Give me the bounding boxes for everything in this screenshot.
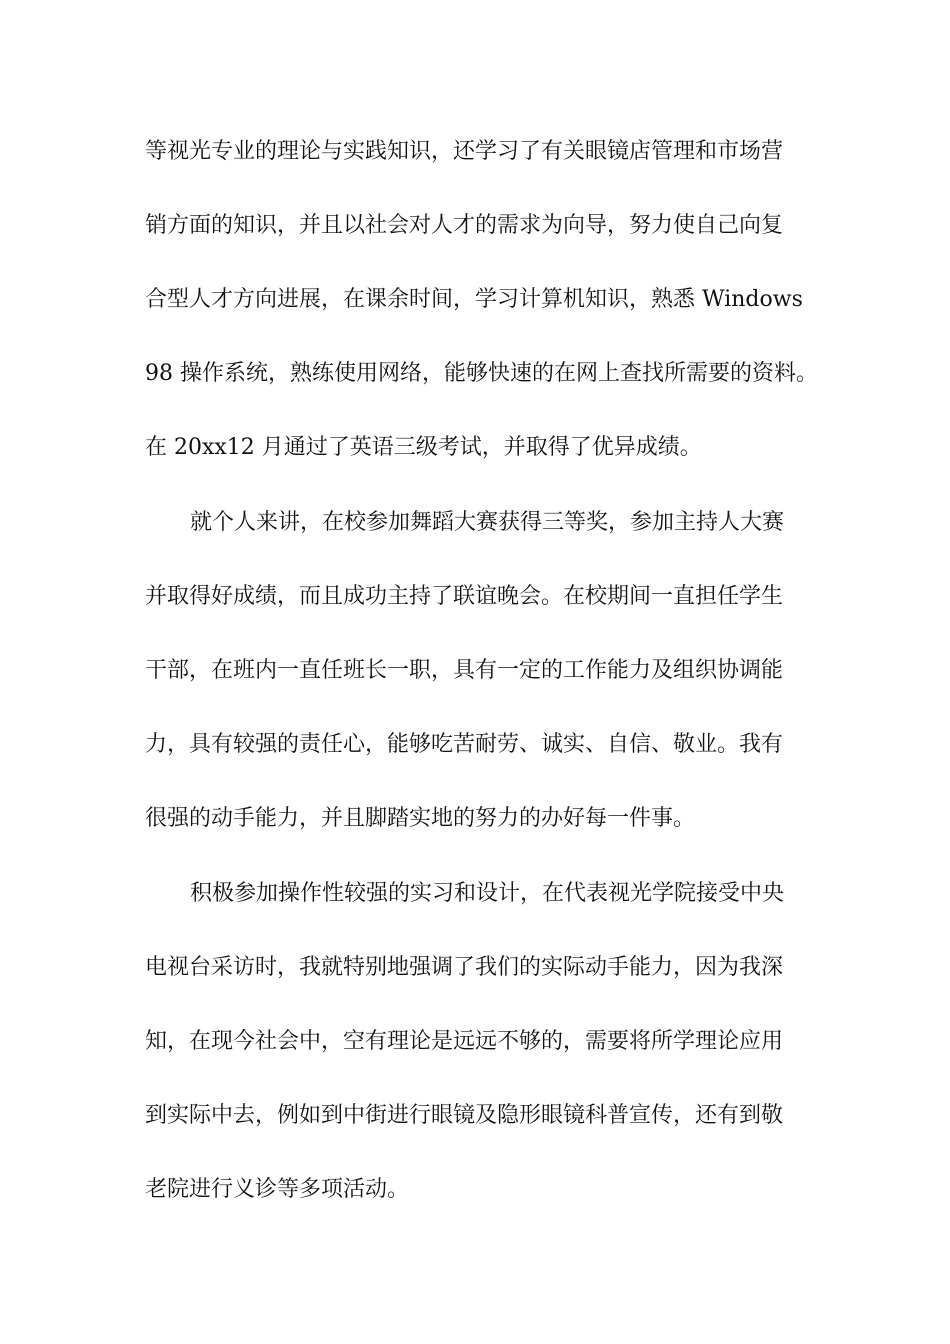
paragraph-first-line: 积极参加操作性较强的实习和设计，在代表视光学院接受中央 [190,881,785,906]
text-line: 电视台采访时，我就特别地强调了我们的实际动手能力，因为我深 [145,955,784,980]
text-line: 等视光专业的理论与实践知识，还学习了有关眼镜店管理和市场营 [145,139,784,164]
text-line: 知，在现今社会中，空有理论是远远不够的，需要将所学理论应用 [145,1029,784,1054]
text-line: 合型人才方向进展，在课余时间，学习计算机知识，熟悉 Windows [145,287,803,312]
text-line: 98 操作系统，熟练使用网络，能够快速的在网上查找所需要的资料。 [145,361,818,386]
text-line: 销方面的知识，并且以社会对人才的需求为向导，努力使自己向复 [145,213,784,238]
paragraph-first-line: 就个人来讲，在校参加舞蹈大赛获得三等奖，参加主持人大赛 [190,510,785,535]
text-line: 很强的动手能力，并且脚踏实地的努力的办好每一件事。 [145,806,696,831]
text-line: 在 20xx12 月通过了英语三级考试，并取得了优异成绩。 [145,435,702,460]
text-line: 干部，在班内一直任班长一职，具有一定的工作能力及组织协调能 [145,658,784,683]
text-line: 到实际中去，例如到中街进行眼镜及隐形眼镜科普宣传，还有到敬 [145,1103,784,1128]
text-line: 老院进行义诊等多项活动。 [145,1177,410,1202]
text-line: 力，具有较强的责任心，能够吃苦耐劳、诚实、自信、敬业。我有 [145,732,784,757]
text-line: 并取得好成绩，而且成功主持了联谊晚会。在校期间一直担任学生 [145,584,784,609]
